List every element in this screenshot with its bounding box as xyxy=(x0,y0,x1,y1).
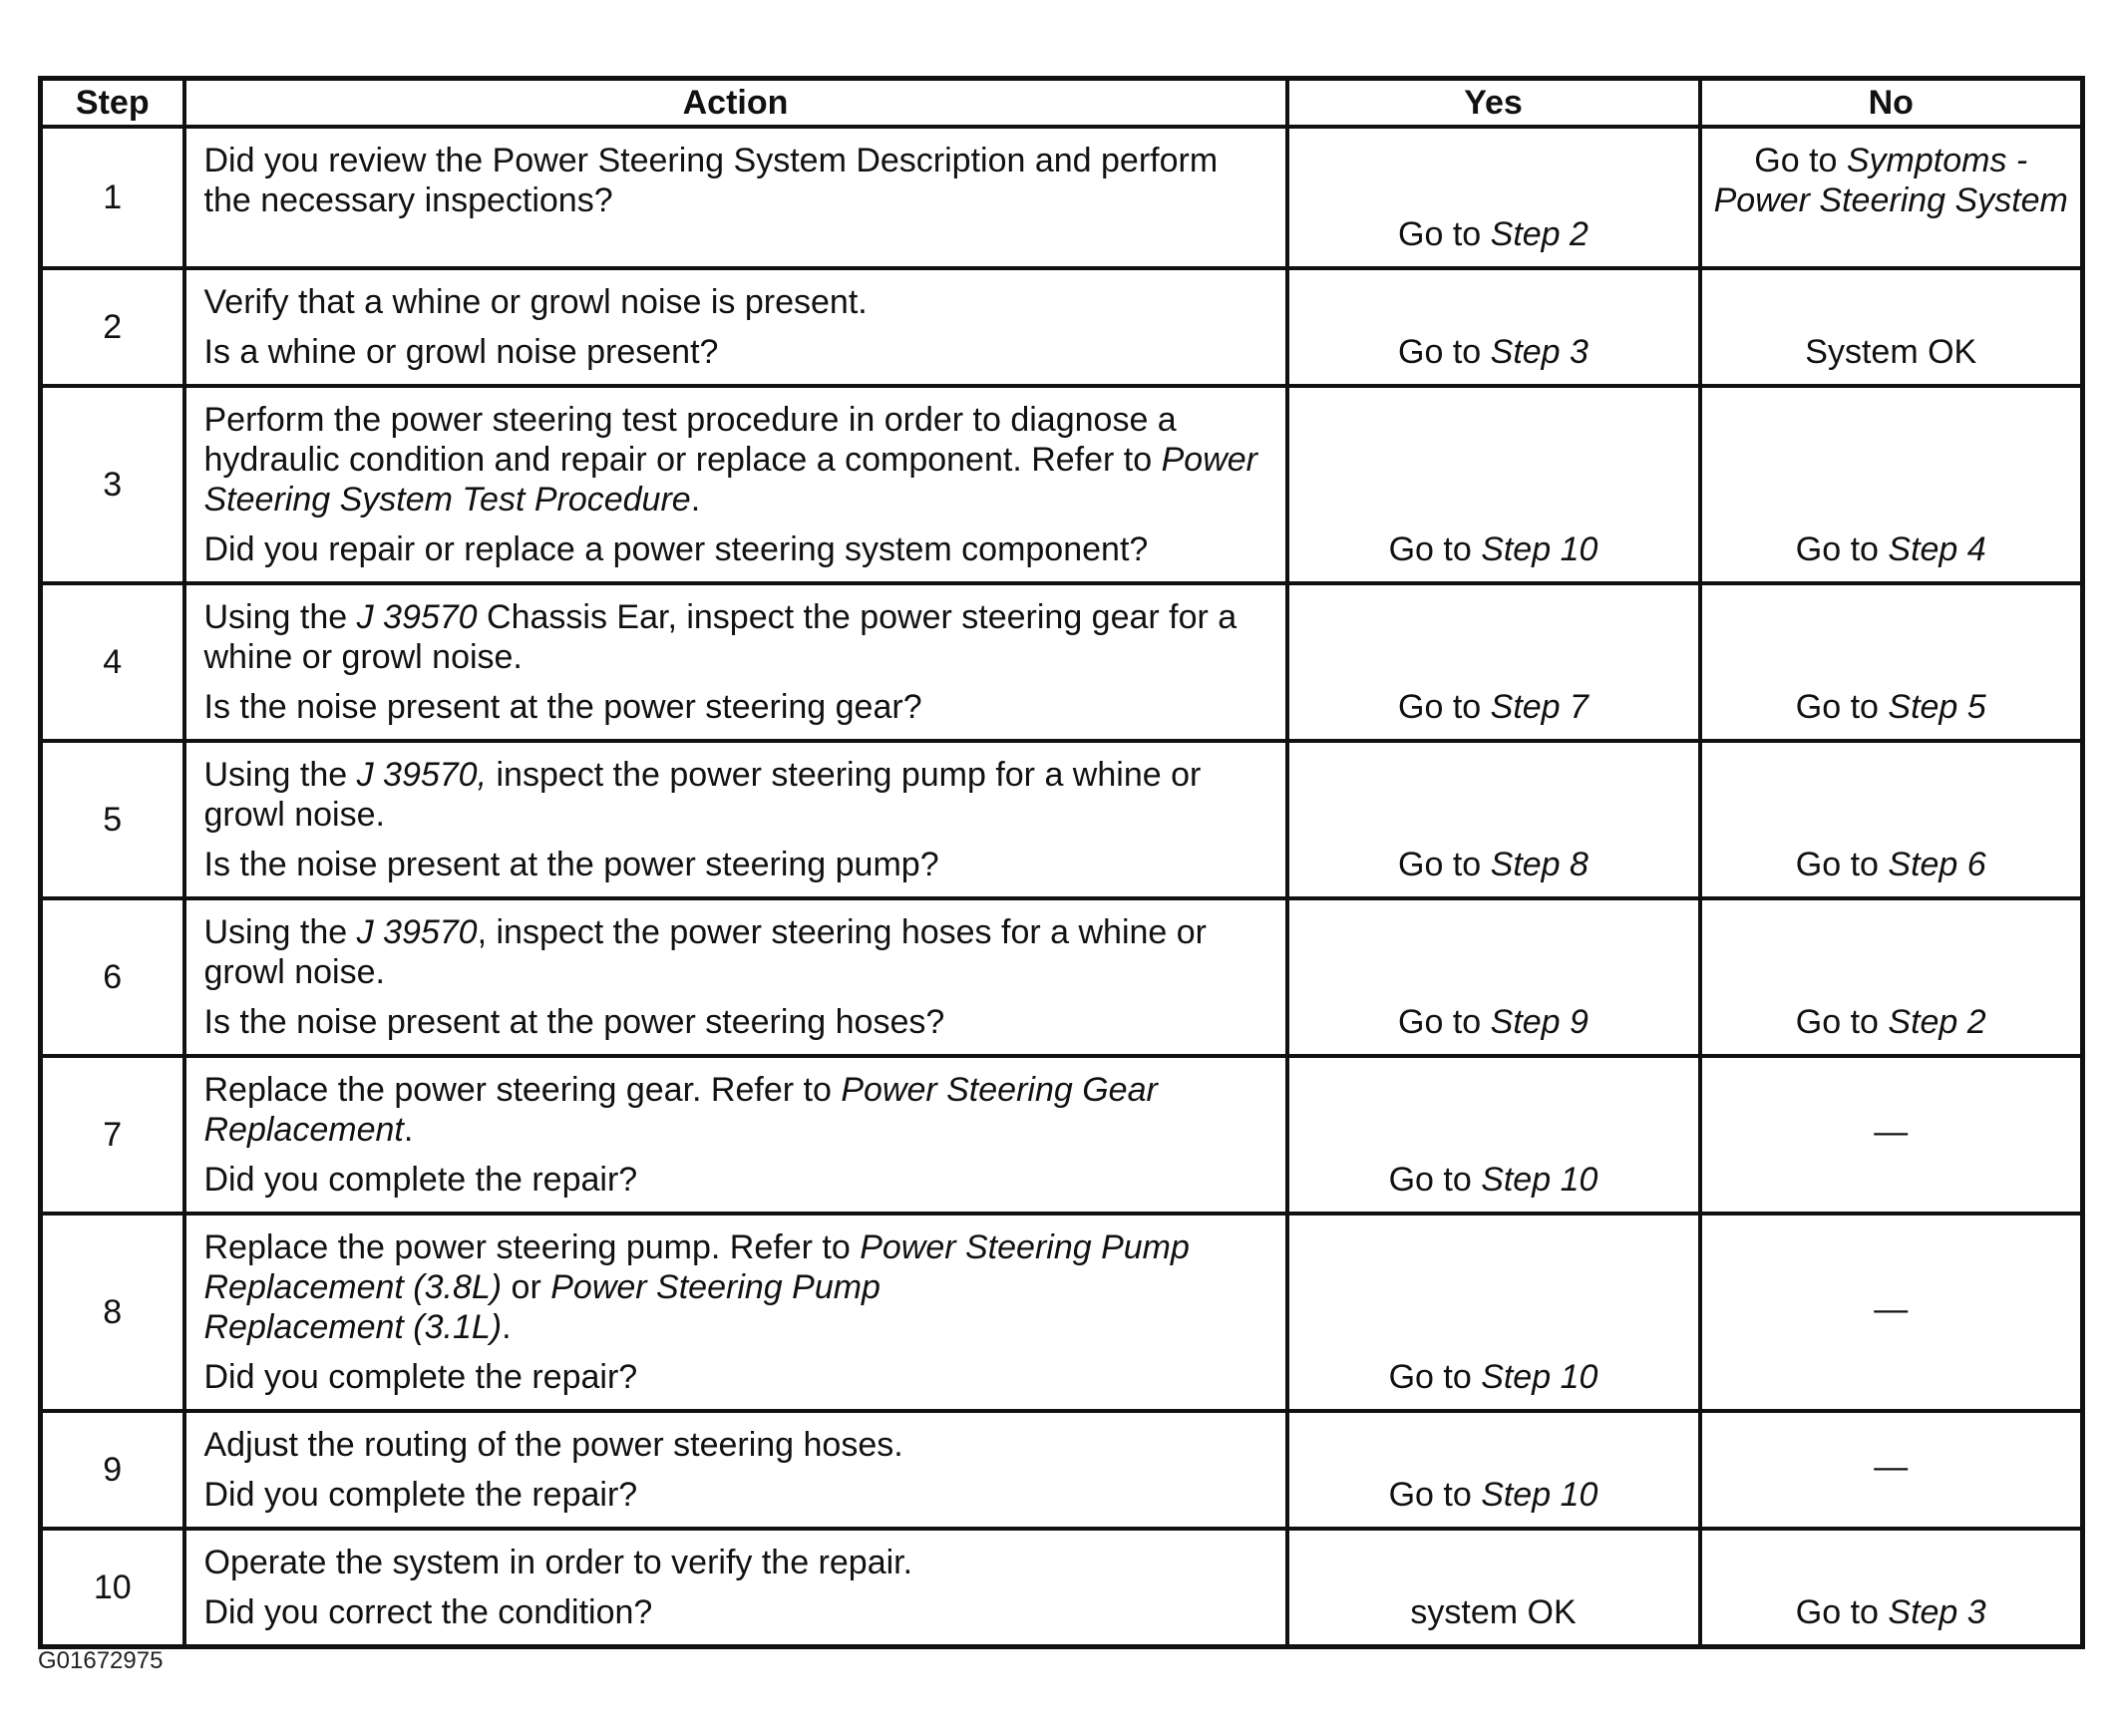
no-cell xyxy=(1700,741,2083,898)
action-text xyxy=(204,755,1269,835)
italic-reference: Step 10 xyxy=(1481,1358,1598,1396)
yes-cell xyxy=(1287,583,1700,741)
yes-cell xyxy=(1287,1214,1700,1411)
text-segment: Go to xyxy=(1398,688,1491,726)
italic-reference: Symptoms - Power Steering System xyxy=(1713,142,2068,219)
text-segment: Go to xyxy=(1754,142,1847,179)
text-segment: . xyxy=(502,1308,512,1346)
table-row xyxy=(41,1056,2083,1214)
action-cell xyxy=(184,1529,1287,1647)
italic-reference: Power Steering Pump xyxy=(550,1268,881,1306)
text-segment: Is the noise present at the power steering hoses? xyxy=(203,1003,945,1041)
table-row xyxy=(41,127,2083,268)
text-segment: System OK xyxy=(1805,333,1977,371)
action-question xyxy=(204,1592,1269,1632)
italic-reference: Step 2 xyxy=(1888,1003,1986,1041)
text-segment: Go to xyxy=(1388,530,1482,568)
action-question xyxy=(204,845,1269,884)
italic-reference: Step 2 xyxy=(1490,215,1588,253)
table-row xyxy=(41,1411,2083,1529)
italic-reference: Step 3 xyxy=(1490,333,1588,371)
yes-cell xyxy=(1287,268,1700,386)
action-text xyxy=(204,1070,1269,1150)
no-cell xyxy=(1700,386,2083,583)
table-row xyxy=(41,741,2083,898)
action-text xyxy=(204,141,1269,220)
text-segment: — xyxy=(1874,1113,1909,1151)
action-question xyxy=(204,529,1269,569)
text-segment: Perform the power steering test procedure in order to diagnose a hydraulic condition and repair or replace a component. Refer to xyxy=(203,401,1177,479)
table-row xyxy=(41,386,2083,583)
yes-cell xyxy=(1287,1529,1700,1647)
action-cell xyxy=(184,268,1287,386)
text-segment: Verify that a whine or growl noise is present. xyxy=(203,283,868,321)
text-segment: . xyxy=(690,481,701,519)
text-segment: Chassis Ear, inspect the power steering gear for a whine or growl noise. xyxy=(203,598,1237,676)
action-cell xyxy=(184,741,1287,898)
step-number: 10 xyxy=(41,1529,184,1647)
italic-reference: Step 10 xyxy=(1481,1161,1598,1199)
text-segment: Go to xyxy=(1388,1358,1482,1396)
text-segment: Adjust the routing of the power steering hoses. xyxy=(203,1426,903,1464)
no-cell xyxy=(1700,1214,2083,1411)
action-cell xyxy=(184,127,1287,268)
table-row xyxy=(41,268,2083,386)
text-segment: Go to xyxy=(1795,1593,1889,1631)
text-segment: Using the xyxy=(203,598,357,636)
text-segment: — xyxy=(1874,1290,1909,1328)
step-number: 7 xyxy=(41,1056,184,1214)
step-number: 4 xyxy=(41,583,184,741)
text-segment: Replace the power steering gear. Refer to xyxy=(203,1071,842,1109)
step-number: 5 xyxy=(41,741,184,898)
text-segment: Go to xyxy=(1398,215,1491,253)
action-text xyxy=(204,912,1269,992)
italic-reference: Replacement (3.1L) xyxy=(203,1308,503,1346)
text-segment: inspect the power steering pump for a whine or growl noise. xyxy=(203,756,1202,834)
text-segment: system OK xyxy=(1410,1593,1577,1631)
text-segment: Operate the system in order to verify the repair. xyxy=(203,1544,913,1581)
action-text xyxy=(204,1227,1269,1267)
italic-reference: Step 5 xyxy=(1888,688,1986,726)
header-no: No xyxy=(1700,79,2083,128)
action-text xyxy=(204,1543,1269,1582)
text-segment: Go to xyxy=(1795,846,1889,883)
step-number: 2 xyxy=(41,268,184,386)
action-cell xyxy=(184,386,1287,583)
no-cell xyxy=(1700,1529,2083,1647)
italic-reference: Step 10 xyxy=(1481,1476,1598,1514)
text-segment: Go to xyxy=(1795,1003,1889,1041)
no-cell xyxy=(1700,268,2083,386)
italic-reference: J 39570 xyxy=(356,913,478,951)
header-action: Action xyxy=(184,79,1287,128)
text-segment: Using the xyxy=(203,756,357,794)
action-cell xyxy=(184,1411,1287,1529)
text-segment: Did you repair or replace a power steering system component? xyxy=(203,530,1149,568)
action-question xyxy=(204,1002,1269,1042)
italic-reference: Step 7 xyxy=(1490,688,1588,726)
diagnostic-table xyxy=(38,76,2085,1649)
text-segment: Go to xyxy=(1388,1476,1482,1514)
text-segment: Replace the power steering pump. Refer to xyxy=(203,1228,861,1266)
no-cell xyxy=(1700,1056,2083,1214)
italic-reference: J 39570 xyxy=(356,598,478,636)
text-segment: Did you complete the repair? xyxy=(203,1161,638,1199)
no-cell xyxy=(1700,583,2083,741)
table-row xyxy=(41,1529,2083,1647)
italic-reference: Step 9 xyxy=(1490,1003,1588,1041)
yes-cell xyxy=(1287,741,1700,898)
italic-reference: J 39570, xyxy=(356,756,488,794)
text-segment: Is the noise present at the power steering gear? xyxy=(203,688,922,726)
action-text xyxy=(204,1307,1269,1347)
text-segment: Is a whine or growl noise present? xyxy=(203,333,719,371)
action-question xyxy=(204,1475,1269,1515)
action-cell xyxy=(184,1056,1287,1214)
text-segment: or xyxy=(502,1268,551,1306)
italic-reference: Power Steering Pump xyxy=(860,1228,1190,1266)
italic-reference: Step 4 xyxy=(1888,530,1986,568)
action-text xyxy=(204,597,1269,677)
text-segment: Go to xyxy=(1398,1003,1491,1041)
action-question xyxy=(204,687,1269,727)
text-segment: Go to xyxy=(1795,530,1889,568)
text-segment: Go to xyxy=(1795,688,1889,726)
header-step: Step xyxy=(41,79,184,128)
italic-reference: Replacement (3.8L) xyxy=(203,1268,503,1306)
action-cell xyxy=(184,583,1287,741)
yes-cell xyxy=(1287,1411,1700,1529)
text-segment: Go to xyxy=(1388,1161,1482,1199)
step-number: 9 xyxy=(41,1411,184,1529)
yes-cell xyxy=(1287,386,1700,583)
table-row xyxy=(41,898,2083,1056)
no-cell xyxy=(1700,1411,2083,1529)
header-yes: Yes xyxy=(1287,79,1700,128)
text-segment: , inspect the power steering hoses for a whine or growl noise. xyxy=(203,913,1207,991)
italic-reference: Step 3 xyxy=(1888,1593,1986,1631)
step-number: 3 xyxy=(41,386,184,583)
step-number: 8 xyxy=(41,1214,184,1411)
action-text xyxy=(204,1267,1269,1307)
text-segment: Go to xyxy=(1398,333,1491,371)
text-segment: Did you complete the repair? xyxy=(203,1476,638,1514)
text-segment: Is the noise present at the power steering pump? xyxy=(203,846,939,883)
yes-cell xyxy=(1287,898,1700,1056)
text-segment: Did you complete the repair? xyxy=(203,1358,638,1396)
text-segment: Did you review the Power Steering System Description and perform the necessary inspections? xyxy=(203,142,1219,219)
figure-id: G01672975 xyxy=(38,1647,164,1674)
action-cell xyxy=(184,1214,1287,1411)
no-cell xyxy=(1700,127,2083,268)
italic-reference: Step 6 xyxy=(1888,846,1986,883)
text-segment: — xyxy=(1874,1448,1909,1486)
action-question xyxy=(204,1357,1269,1397)
step-number: 6 xyxy=(41,898,184,1056)
action-question xyxy=(204,332,1269,372)
text-segment: Did you correct the condition? xyxy=(203,1593,653,1631)
table-body xyxy=(41,127,2083,1647)
yes-cell xyxy=(1287,127,1700,268)
text-segment: Go to xyxy=(1398,846,1491,883)
no-cell xyxy=(1700,898,2083,1056)
text-segment: . xyxy=(403,1111,414,1149)
italic-reference: Step 8 xyxy=(1490,846,1588,883)
italic-reference: Step 10 xyxy=(1481,530,1598,568)
italic-reference: Power Steering System Test Procedure xyxy=(203,441,1257,519)
table-header-row xyxy=(41,79,2083,128)
italic-reference: Power Steering Gear Replacement xyxy=(203,1071,1158,1149)
step-number: 1 xyxy=(41,127,184,268)
table-row xyxy=(41,1214,2083,1411)
action-text xyxy=(204,282,1269,322)
action-text xyxy=(204,400,1269,520)
text-segment: Using the xyxy=(203,913,357,951)
action-cell xyxy=(184,898,1287,1056)
action-question xyxy=(204,1160,1269,1200)
table-row xyxy=(41,583,2083,741)
yes-cell xyxy=(1287,1056,1700,1214)
action-text xyxy=(204,1425,1269,1465)
